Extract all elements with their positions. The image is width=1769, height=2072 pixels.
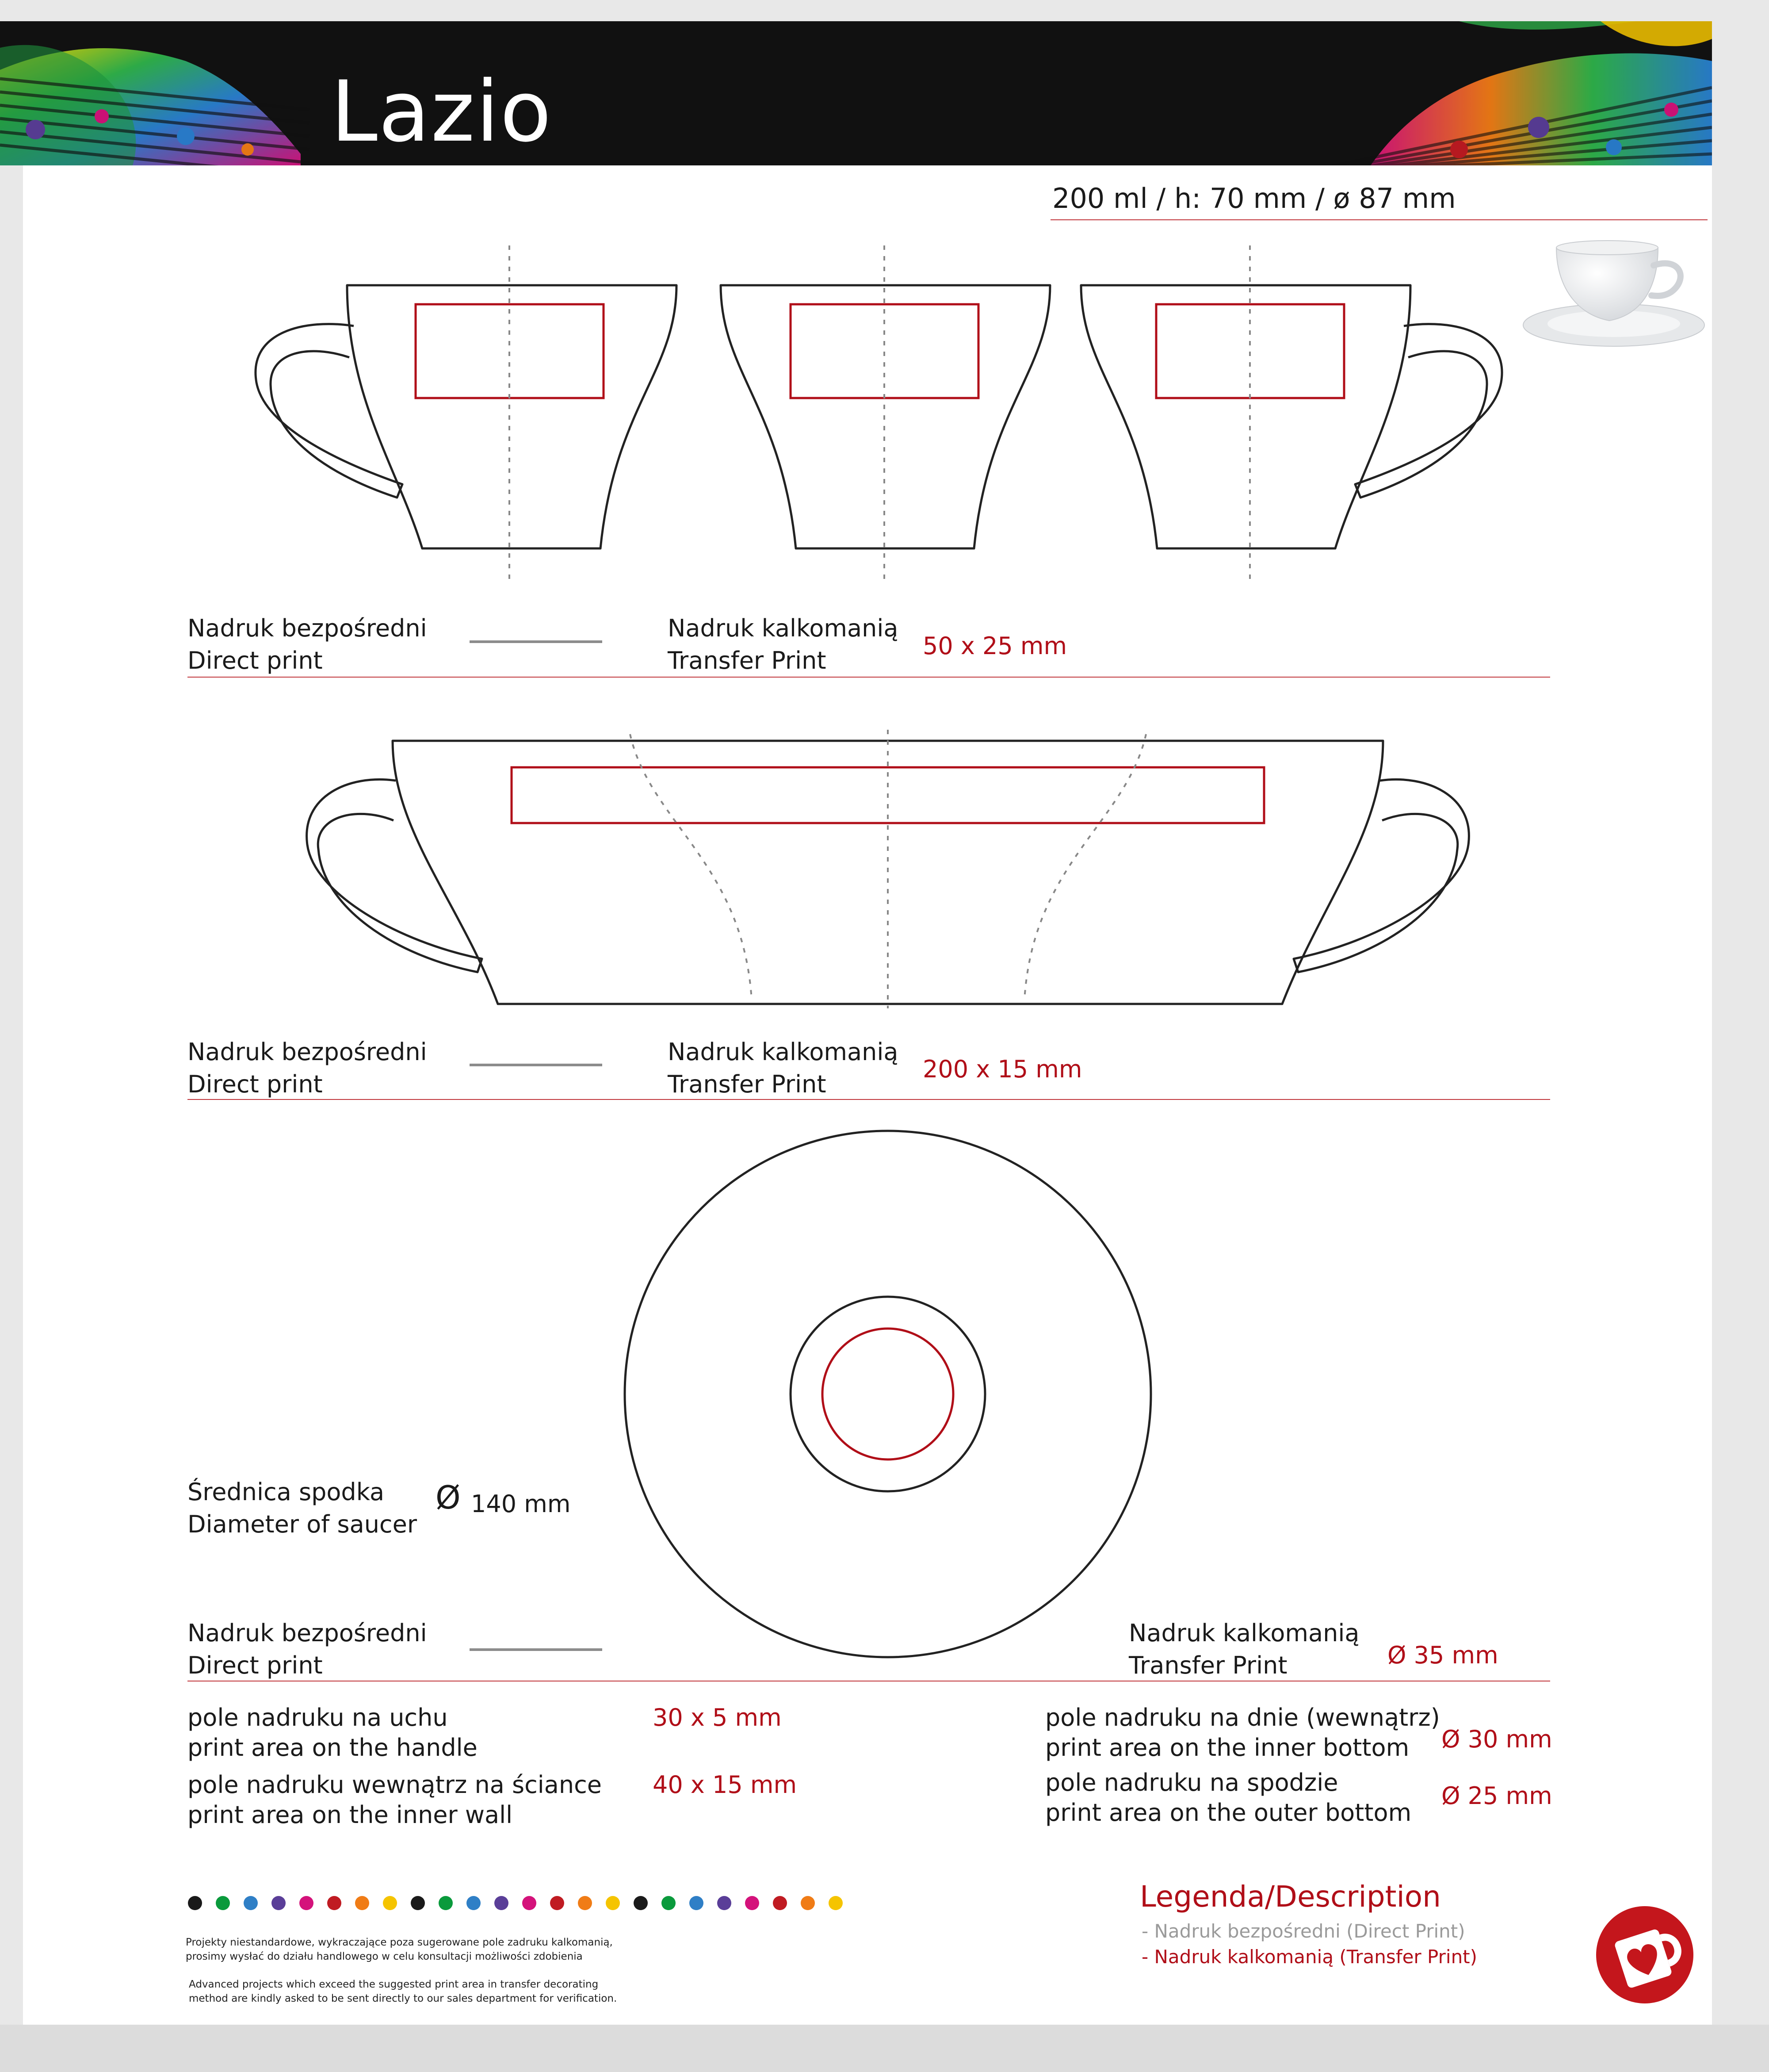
- color-dot: [494, 1896, 508, 1910]
- color-dot: [606, 1896, 620, 1910]
- color-dot: [299, 1896, 313, 1910]
- inner-bottom-area-en: print area on the inner bottom: [1045, 1734, 1410, 1762]
- header-decoration: [0, 21, 1712, 165]
- color-dot: [216, 1896, 230, 1910]
- inner-bottom-area-pl: pole nadruku na dnie (wewnątrz): [1045, 1704, 1440, 1731]
- saucer-transfer-en: Transfer Print: [1129, 1651, 1288, 1679]
- saucer-direct-line: [470, 1648, 602, 1651]
- note-en-line1: Advanced projects which exceed the suggested print area in transfer decorating: [189, 1979, 599, 1990]
- product-specs: 200 ml / h: 70 mm / ø 87 mm: [1052, 182, 1456, 214]
- color-dot: [801, 1896, 815, 1910]
- page-title: Lazio: [331, 63, 553, 161]
- saucer-diameter-value: 140 mm: [471, 1490, 571, 1518]
- bottom-band: [0, 2025, 1769, 2072]
- section1-transfer-en: Transfer Print: [668, 647, 826, 674]
- section2-direct-pl: Nadruk bezpośredni: [187, 1038, 427, 1066]
- section2-divider: [187, 1099, 1550, 1100]
- section1-transfer-pl: Nadruk kalkomanią: [668, 614, 898, 642]
- cup-views-diagram: [0, 239, 1769, 584]
- wraparound-diagram: [0, 716, 1769, 1017]
- section1-direct-line: [470, 640, 602, 643]
- wraparound-handle-left: [307, 779, 482, 972]
- saucer-diagram: [615, 1123, 1163, 1672]
- diameter-symbol: Ø: [436, 1479, 461, 1516]
- color-dot: [717, 1896, 731, 1910]
- section2-transfer-pl: Nadruk kalkomanią: [668, 1038, 898, 1066]
- outer-bottom-area-pl: pole nadruku na spodzie: [1045, 1769, 1338, 1796]
- color-dot: [271, 1896, 286, 1910]
- inner-wall-area-en: print area on the inner wall: [187, 1801, 513, 1829]
- section1-divider: [187, 677, 1550, 678]
- color-dot: [355, 1896, 369, 1910]
- saucer-transfer-pl: Nadruk kalkomanią: [1129, 1619, 1360, 1647]
- note-pl-line1: Projekty niestandardowe, wykraczające poza sugerowane pole zadruku kalkomanią,: [186, 1937, 613, 1948]
- saucer-diameter-en: Diameter of saucer: [187, 1510, 417, 1538]
- handle-area-pl: pole nadruku na uchu: [187, 1704, 448, 1731]
- color-dot: [634, 1896, 648, 1910]
- color-dot: [439, 1896, 453, 1910]
- color-dot: [244, 1896, 258, 1910]
- handle-area-en: print area on the handle: [187, 1734, 478, 1762]
- outer-bottom-area-size: Ø 25 mm: [1441, 1782, 1552, 1810]
- wraparound-handle-right: [1294, 779, 1469, 972]
- inner-bottom-area-size: Ø 30 mm: [1441, 1725, 1552, 1753]
- color-dot: [522, 1896, 536, 1910]
- color-dot: [383, 1896, 397, 1910]
- color-dot: [188, 1896, 202, 1910]
- header-banner: [0, 21, 1712, 165]
- handle-area-size: 30 x 5 mm: [653, 1704, 782, 1731]
- color-dot: [550, 1896, 564, 1910]
- legend-title: Legenda/Description: [1140, 1880, 1441, 1914]
- outer-bottom-area-en: print area on the outer bottom: [1045, 1799, 1412, 1827]
- saucer-diameter-pl: Średnica spodka: [187, 1478, 385, 1506]
- section2-transfer-size: 200 x 15 mm: [923, 1055, 1082, 1083]
- section2-direct-line: [470, 1064, 602, 1066]
- color-dot: [829, 1896, 843, 1910]
- note-pl-line2: prosimy wysłać do działu handlowego w celu konsultacji możliwości zdobienia: [186, 1951, 583, 1962]
- note-en-line2: method are kindly asked to be sent directly to our sales department for verification.: [189, 1993, 617, 2004]
- inner-wall-area-size: 40 x 15 mm: [653, 1771, 797, 1799]
- saucer-direct-en: Direct print: [187, 1651, 323, 1679]
- brand-logo: [1592, 1902, 1698, 2008]
- color-dot: [773, 1896, 787, 1910]
- legend-transfer: - Nadruk kalkomanią (Transfer Print): [1142, 1946, 1478, 1968]
- color-dot: [661, 1896, 676, 1910]
- cup-view-left: [256, 285, 676, 548]
- color-dot: [327, 1896, 341, 1910]
- color-dot: [466, 1896, 481, 1910]
- print-area-circle: [822, 1329, 953, 1459]
- cup-view-center: [721, 285, 1050, 548]
- saucer-direct-pl: Nadruk bezpośredni: [187, 1619, 427, 1647]
- saucer-outer-circle: [625, 1131, 1151, 1657]
- color-dot: [745, 1896, 759, 1910]
- section2-transfer-en: Transfer Print: [668, 1070, 826, 1098]
- section1-transfer-size: 50 x 25 mm: [923, 632, 1067, 660]
- color-dot: [578, 1896, 592, 1910]
- cup-view-right: [1081, 285, 1502, 548]
- inner-wall-area-pl: pole nadruku wewnątrz na ściance: [187, 1771, 602, 1799]
- section1-direct-en: Direct print: [187, 647, 323, 674]
- color-dot: [689, 1896, 703, 1910]
- color-dot: [411, 1896, 425, 1910]
- specs-divider: [1051, 219, 1708, 220]
- section2-direct-en: Direct print: [187, 1070, 323, 1098]
- saucer-inner-circle: [791, 1297, 985, 1491]
- legend-direct: - Nadruk bezpośredni (Direct Print): [1142, 1920, 1465, 1942]
- section1-direct-pl: Nadruk bezpośredni: [187, 614, 427, 642]
- saucer-transfer-size: Ø 35 mm: [1387, 1641, 1498, 1669]
